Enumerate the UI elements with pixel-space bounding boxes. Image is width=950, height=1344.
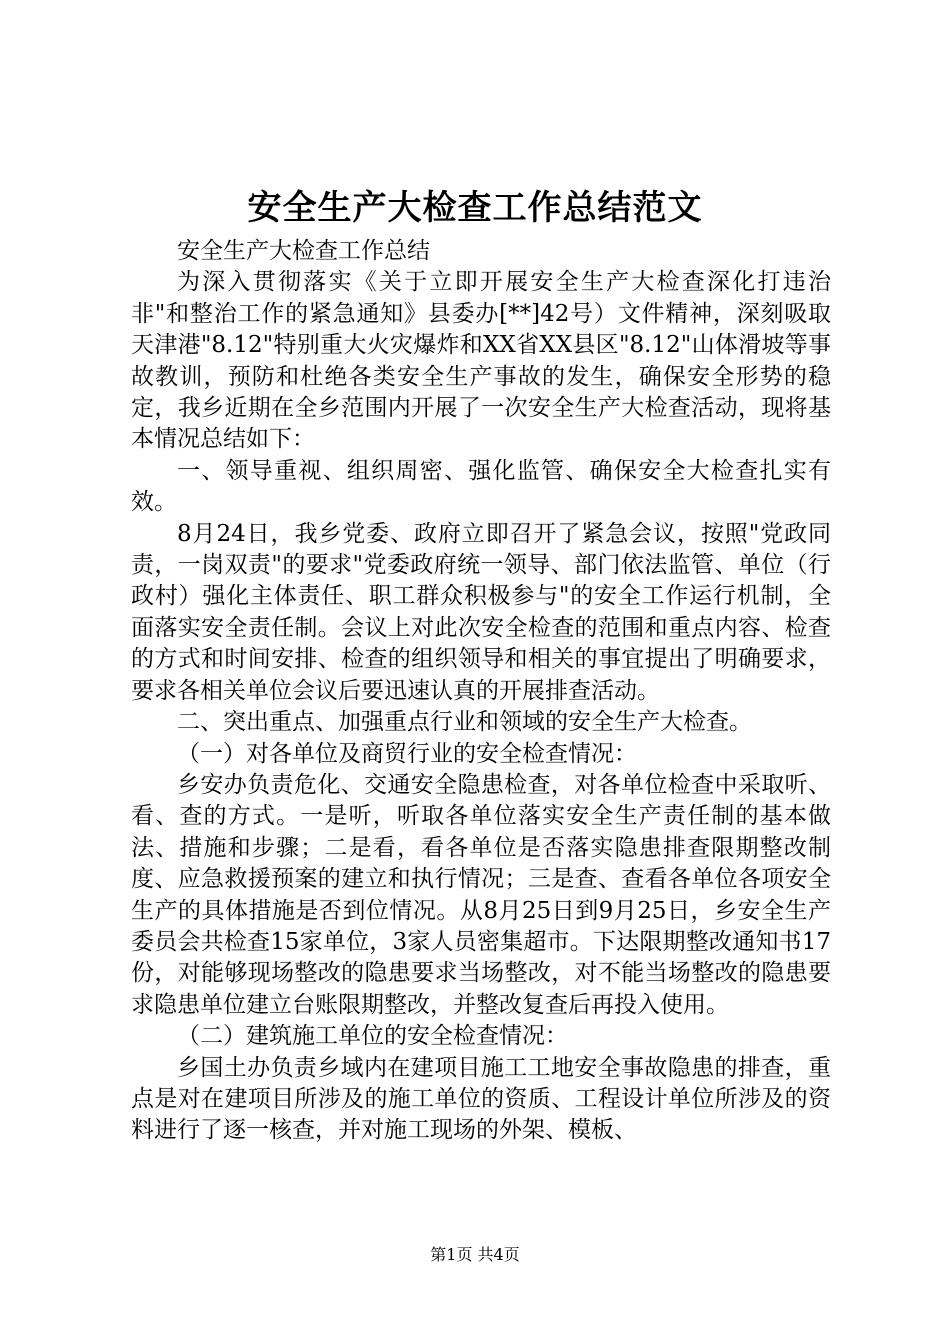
paragraph-construction-inspection: 乡国土办负责乡域内在建项目施工工地安全事故隐患的排查，重点是对在建项目所涉及的施工单位的资质、工程设计单位所涉及的资料进行了逐一核查，并对施工现场的外架、模板、 (131, 1054, 831, 1144)
subsection-heading-1: （一）对各单位及商贸行业的安全检查情况： (177, 740, 637, 767)
paragraph-heading: 安全生产大检查工作总结 (177, 238, 430, 264)
document-body (131, 236, 831, 1147)
page-footer: 第1页 共4页 (430, 1245, 520, 1264)
subsection-heading-2: （二）建筑施工单位的安全检查情况： (177, 1023, 568, 1050)
section-heading-2: 二、突出重点、加强重点行业和领域的安全生产大检查。 (177, 709, 752, 736)
paragraph-intro: 为深入贯彻落实《关于立即开展安全生产大检查深化打违治非"和整治工作的紧急通知》县委办[**]42号）文件精神，深刻吸取天津港"8.12"特别重大火灾爆炸和XX省XX县区"8.12"山体滑坡等事故教训，预防和杜绝各类安全生产事故的发生，确保安全形势的稳定，我乡近期在全乡范围内开展了一次安全生产大检查活动，现将基本情况总结如下： (131, 269, 831, 453)
paragraph-commerce-inspection: 乡安办负责危化、交通安全隐患检查，对各单位检查中采取听、看、查的方式。一是听，听取各单位落实安全生产责任制的基本做法、措施和步骤；二是看，看各单位是否落实隐患排查限期整改制度、应急救援预案的建立和执行情况；三是查、查看各单位各项安全生产的具体措施是否到位情况。从8月25日到9月25日，乡安全生产委员会共检查15家单位，3家人员密集超市。下达限期整改通知书17份，对能够现场整改的隐患要求当场整改，对不能当场整改的隐患要求隐患单位建立台账限期整改，并整改复查后再投入使用。 (131, 771, 831, 1018)
paragraph-meeting: 8月24日，我乡党委、政府立即召开了紧急会议，按照"党政同责，一岗双责"的要求"党委政府统一领导、部门依法监管、单位（行政村）强化主体责任、职工群众积极参与"的安全工作运行机制，全面落实安全责任制。会议上对此次安全检查的范围和重点内容、检查的方式和时间安排、检查的组织领导和相关的事宜提出了明确要求，要求各相关单位会议后要迅速认真的开展排查活动。 (131, 520, 831, 704)
document-title: 安全生产大检查工作总结范文 (247, 188, 703, 228)
section-heading-1: 一、领导重视、组织周密、强化监管、确保安全大检查扎实有效。 (131, 457, 831, 516)
